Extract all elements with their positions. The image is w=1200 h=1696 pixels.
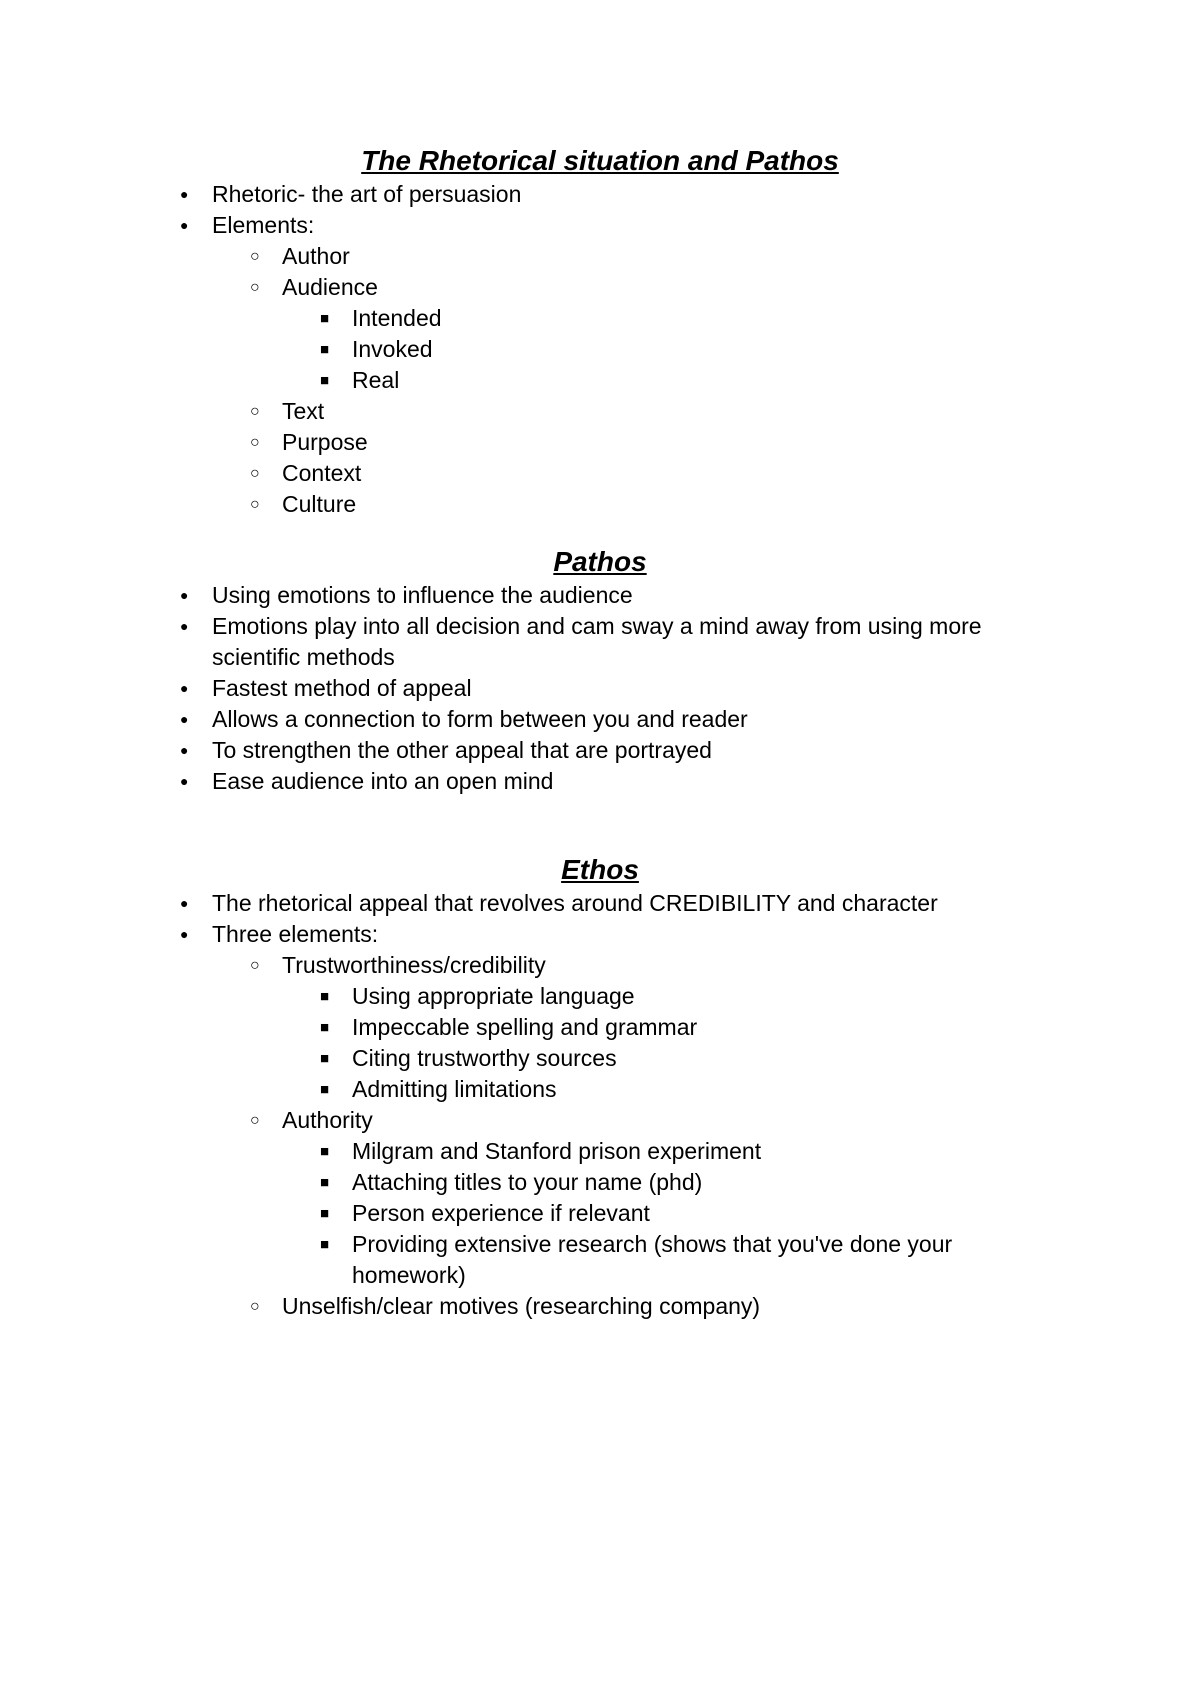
list-item	[150, 458, 1050, 489]
list-item-text: Attaching titles to your name (phd)	[352, 1169, 703, 1195]
list-item	[150, 1012, 1050, 1043]
bullet-circle-icon: ○	[250, 1112, 260, 1129]
list-item-text: Impeccable spelling and grammar	[352, 1014, 698, 1040]
bullet-disc-icon: ●	[180, 926, 189, 942]
list-item-text: Using emotions to influence the audience	[212, 582, 633, 608]
bullet-circle-icon: ○	[250, 434, 260, 451]
list-item-text: Milgram and Stanford prison experiment	[352, 1138, 762, 1164]
list-item-text: Culture	[282, 491, 357, 517]
bullet-square-icon: ■	[320, 988, 330, 1005]
list-item	[150, 272, 1050, 303]
list-item-text: Three elements:	[212, 921, 379, 947]
list-item-text: Author	[282, 243, 350, 269]
list-item-text: Admitting limitations	[352, 1076, 557, 1102]
list-item-text: Unselfish/clear motives (researching company)	[282, 1293, 761, 1319]
section-heading-ethos: Ethos	[561, 854, 639, 885]
list-item-text: Allows a connection to form between you and reader	[212, 706, 748, 732]
list-item	[150, 1291, 1050, 1322]
bullet-square-icon: ■	[320, 1205, 330, 1222]
list-item	[150, 704, 1050, 735]
list-item-text: The rhetorical appeal that revolves around CREDIBILITY and character	[212, 890, 938, 916]
document-title: The Rhetorical situation and Pathos	[361, 145, 839, 176]
list-item-text: Citing trustworthy sources	[352, 1045, 617, 1071]
list-item	[150, 981, 1050, 1012]
bullet-square-icon: ■	[320, 372, 330, 389]
list-item	[150, 888, 1050, 919]
bullet-square-icon: ■	[320, 1174, 330, 1191]
list-item	[150, 427, 1050, 458]
list-item	[150, 241, 1050, 272]
list-item	[150, 1136, 1050, 1167]
bullet-square-icon: ■	[320, 1081, 330, 1098]
bullet-disc-icon: ●	[180, 587, 189, 603]
list-item-text: Text	[282, 398, 325, 424]
list-item-text: Rhetoric- the art of persuasion	[212, 181, 522, 207]
list-item	[150, 1043, 1050, 1074]
bullet-square-icon: ■	[320, 1143, 330, 1160]
list-item-text: Trustworthiness/credibility	[282, 952, 546, 978]
list-item-text: Emotions play into all decision and cam sway a mind away from using more scientific methods	[212, 613, 982, 670]
bullet-square-icon: ■	[320, 1236, 330, 1253]
list-item	[150, 1229, 1050, 1291]
list-item-text: Audience	[282, 274, 378, 300]
list-item	[150, 1074, 1050, 1105]
list-item	[150, 303, 1050, 334]
bullet-circle-icon: ○	[250, 279, 260, 296]
pathos-list	[150, 580, 1050, 797]
list-item-text: Providing extensive research (shows that you've done your homework)	[352, 1231, 953, 1288]
list-item	[150, 611, 1050, 673]
list-item-text: Invoked	[352, 336, 433, 362]
bullet-circle-icon: ○	[250, 957, 260, 974]
list-item	[150, 919, 1050, 950]
bullet-circle-icon: ○	[250, 403, 260, 420]
rhetoric-elements-list	[150, 179, 1050, 520]
list-item-text: To strengthen the other appeal that are portrayed	[212, 737, 712, 763]
bullet-square-icon: ■	[320, 341, 330, 358]
bullet-disc-icon: ●	[180, 217, 189, 233]
list-item	[150, 673, 1050, 704]
list-item	[150, 334, 1050, 365]
list-item-text: Authority	[282, 1107, 373, 1133]
list-item	[150, 735, 1050, 766]
bullet-disc-icon: ●	[180, 680, 189, 696]
list-item	[150, 580, 1050, 611]
list-item-text: Intended	[352, 305, 442, 331]
list-item	[150, 396, 1050, 427]
list-item	[150, 210, 1050, 241]
list-item-text: Real	[352, 367, 400, 393]
bullet-square-icon: ■	[320, 1050, 330, 1067]
list-item	[150, 365, 1050, 396]
list-item-text: Context	[282, 460, 362, 486]
list-item-text: Purpose	[282, 429, 368, 455]
bullet-disc-icon: ●	[180, 618, 189, 634]
list-item-text: Fastest method of appeal	[212, 675, 472, 701]
list-item-text: Elements:	[212, 212, 315, 238]
bullet-disc-icon: ●	[180, 895, 189, 911]
list-item-text: Ease audience into an open mind	[212, 768, 554, 794]
bullet-disc-icon: ●	[180, 711, 189, 727]
bullet-circle-icon: ○	[250, 248, 260, 265]
list-item-text: Using appropriate language	[352, 983, 635, 1009]
bullet-disc-icon: ●	[180, 186, 189, 202]
list-item	[150, 766, 1050, 797]
list-item-text: Person experience if relevant	[352, 1200, 650, 1226]
bullet-circle-icon: ○	[250, 465, 260, 482]
list-item	[150, 950, 1050, 981]
ethos-list	[150, 888, 1050, 1322]
bullet-disc-icon: ●	[180, 773, 189, 789]
bullet-disc-icon: ●	[180, 742, 189, 758]
bullet-circle-icon: ○	[250, 1298, 260, 1315]
bullet-circle-icon: ○	[250, 496, 260, 513]
bullet-square-icon: ■	[320, 310, 330, 327]
list-item	[150, 1105, 1050, 1136]
bullet-square-icon: ■	[320, 1019, 330, 1036]
list-item	[150, 1198, 1050, 1229]
list-item	[150, 1167, 1050, 1198]
document-page	[150, 143, 1050, 1322]
section-heading-pathos: Pathos	[553, 546, 647, 577]
list-item	[150, 489, 1050, 520]
list-item	[150, 179, 1050, 210]
